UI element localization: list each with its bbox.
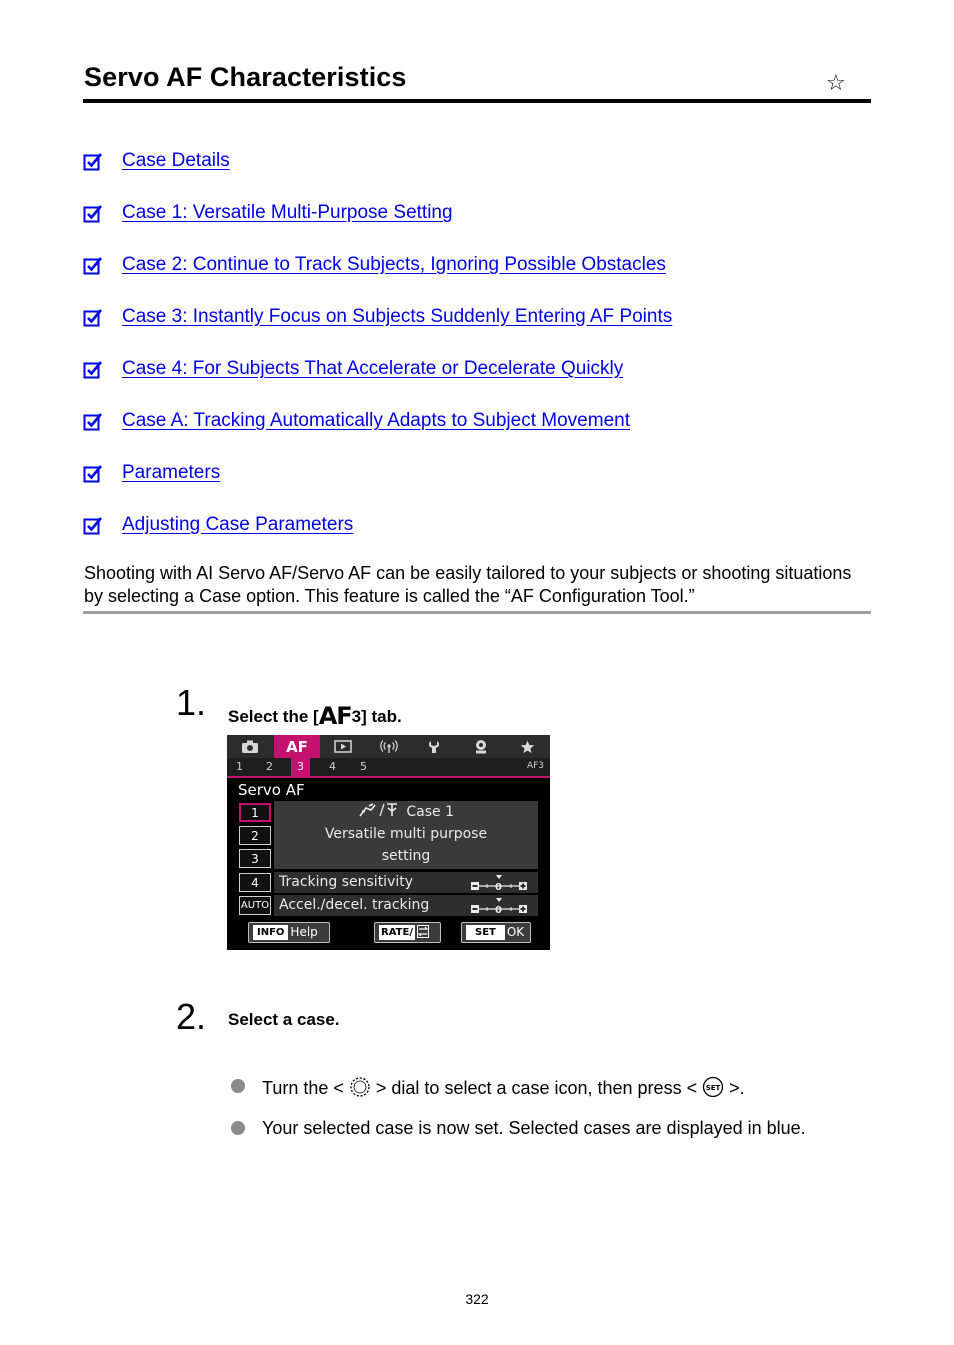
af-tab-glyph: AF — [318, 702, 352, 730]
bullet-marker — [231, 1121, 245, 1135]
bullet-text — [262, 1076, 745, 1099]
case-title: Case 1 — [406, 804, 455, 820]
help-button[interactable] — [248, 922, 330, 943]
help-label: Help — [290, 925, 318, 939]
bullet-text-part: Turn the < — [262, 1078, 349, 1098]
subtab-number[interactable]: 5 — [360, 760, 367, 773]
toc-link[interactable]: Parameters — [122, 462, 221, 483]
rate-button[interactable] — [374, 922, 441, 943]
case-subject-icon — [358, 802, 398, 818]
bullet-text: Your selected case is now set. Selected cases are displayed in blue. — [262, 1118, 806, 1138]
case-selector-1[interactable]: 1 — [239, 803, 271, 822]
checkbox-link-icon — [83, 412, 103, 432]
ok-button[interactable] — [461, 922, 531, 943]
favorite-star-icon[interactable]: ☆ — [826, 70, 846, 95]
param-label: Accel./decel. tracking — [279, 897, 430, 913]
wireless-icon — [366, 735, 412, 758]
wrench-icon — [412, 735, 458, 758]
camera-subtab-bar — [227, 758, 550, 778]
toc-link[interactable]: Adjusting Case Parameters — [122, 514, 354, 535]
toc-link[interactable]: Case A: Tracking Automatically Adapts to Subject Movement — [122, 410, 630, 431]
ok-label: OK — [506, 925, 525, 939]
checkbox-link-icon — [83, 204, 103, 224]
step-number: 2. — [176, 996, 207, 1037]
camera-tab-bar — [227, 735, 550, 758]
case-desc-line-1: Versatile multi purpose — [324, 826, 488, 842]
bullet-text-part: > dial to select a case icon, then press < — [370, 1078, 703, 1098]
play-icon — [320, 735, 366, 758]
case-title-line — [274, 801, 538, 823]
checkbox-link-icon — [83, 464, 103, 484]
step-instruction — [228, 702, 402, 730]
af-tab[interactable]: AF — [274, 735, 320, 758]
page-number: 322 — [465, 1291, 489, 1307]
checkbox-link-icon — [83, 516, 103, 536]
param-label: Tracking sensitivity — [279, 874, 414, 890]
section-divider — [83, 611, 871, 614]
svg-text:SET: SET — [705, 1084, 721, 1092]
checkbox-link-icon — [83, 308, 103, 328]
camera-icon — [227, 735, 273, 758]
checkbox-link-icon — [83, 256, 103, 276]
info-key: INFO — [253, 925, 288, 940]
checkbox-link-icon — [83, 152, 103, 172]
tab-code: AF3 — [526, 761, 544, 771]
case-description-panel — [274, 801, 538, 869]
param-slider-icon — [470, 874, 528, 891]
toc-link[interactable]: Case 2: Continue to Track Subjects, Ignoring Possible Obstacles — [122, 254, 666, 275]
star-icon — [504, 735, 550, 758]
case-selector-2[interactable]: 2 — [239, 826, 271, 845]
custom-function-icon — [458, 735, 504, 758]
case-desc-line-2: setting — [381, 848, 431, 864]
svg-text:0: 0 — [495, 882, 502, 891]
subtab-number-selected[interactable]: 3 — [291, 758, 310, 776]
intro-paragraph: Shooting with AI Servo AF/Servo AF can be easily tailored to your subjects or shooting situations by selecting a Case option. This feature is called the “AF Configuration Tool.” — [84, 563, 852, 606]
svg-text:0: 0 — [495, 905, 502, 914]
bullet-marker — [231, 1079, 245, 1093]
menu-label: Servo AF — [238, 781, 305, 799]
case-selector-3[interactable]: 3 — [239, 849, 271, 868]
checkbox-link-icon — [83, 360, 103, 380]
param-row-accel-decel[interactable] — [274, 895, 538, 916]
set-button-icon — [702, 1076, 724, 1098]
step-number: 1. — [176, 682, 207, 723]
toc-link[interactable]: Case 3: Instantly Focus on Subjects Suddenly Entering AF Points — [122, 306, 673, 327]
title-divider — [83, 99, 871, 103]
camera-footer — [227, 922, 550, 950]
step-text-part: Select the [ — [228, 707, 319, 726]
switch-icon — [417, 925, 429, 938]
set-key: SET — [466, 925, 505, 940]
toc-link[interactable]: Case 1: Versatile Multi-Purpose Setting — [122, 202, 453, 223]
page-title: Servo AF Characteristics — [84, 62, 407, 92]
toc-link[interactable]: Case Details — [122, 150, 230, 171]
step-text-part: 3] tab. — [351, 707, 402, 726]
subtab-number[interactable]: 2 — [266, 760, 273, 773]
case-selector-4[interactable]: 4 — [239, 873, 271, 892]
camera-menu-screenshot — [227, 735, 550, 950]
subtab-number[interactable]: 4 — [329, 760, 336, 773]
toc-link[interactable]: Case 4: For Subjects That Accelerate or Decelerate Quickly — [122, 358, 624, 379]
quick-control-dial-icon — [349, 1076, 371, 1098]
step-instruction: Select a case. — [228, 1010, 340, 1029]
rate-key: RATE/ — [381, 927, 413, 938]
case-selector-auto[interactable]: AUTO — [239, 896, 271, 915]
param-slider-icon — [470, 897, 528, 914]
param-row-tracking-sensitivity[interactable] — [274, 872, 538, 893]
bullet-text-part: >. — [724, 1078, 745, 1098]
subtab-number[interactable]: 1 — [236, 760, 243, 773]
